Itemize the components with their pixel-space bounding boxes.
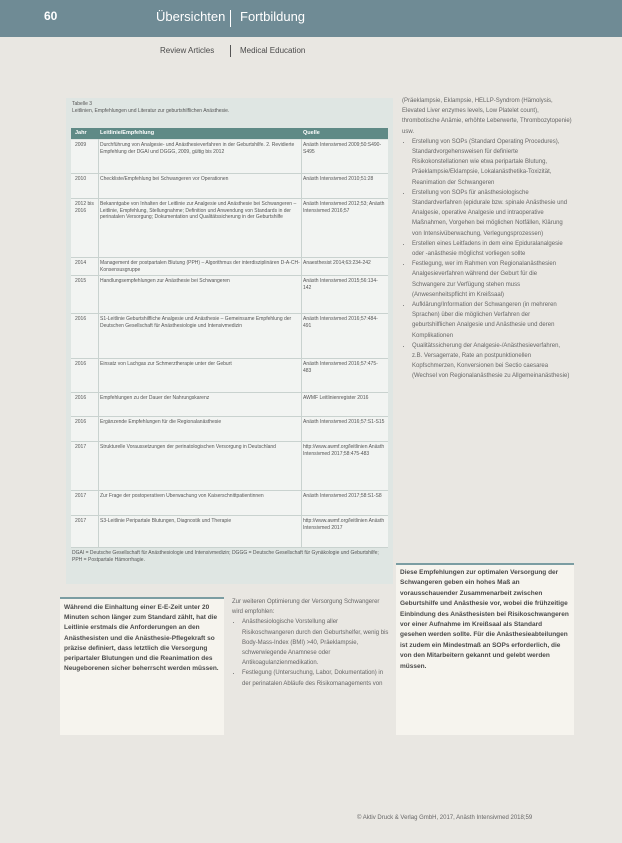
cell-guideline: Einsatz von Lachgas zur Schmerztherapie unter der Geburt (100, 361, 232, 367)
list-item: • Festlegung (Untersuchung, Labor, Dokumentation) in der perinatalen Abläufe des Risikomanagements von (242, 668, 390, 688)
cell-source: http://www.awmf.org/leitlinien Anästh Intensivmed 2017 (303, 518, 385, 531)
page-header (0, 0, 622, 37)
cell-source: http://www.awmf.org/leitlinien Anästh Intensivmed 2017;58:475-483 (303, 444, 385, 457)
column-divider (301, 139, 302, 547)
cell-guideline: Zur Frage der postoperativen Überwachung von Kaiserschnittpatientinnen (100, 493, 264, 499)
cell-year: 2016 (75, 395, 87, 401)
list-item: • Qualitätssicherung der Analgesie-/Anästhesieverfahren, z.B. Versagerrate, Rate an postpunktionellen Kopfschmerzen, Konversionen bei Sectio caesarea (Wechsel von Regionalanästhesie zu Allgemeinanästhesie) (412, 341, 572, 382)
recommendation-list (402, 137, 572, 382)
cell-guideline: Strukturelle Voraussetzungen der perinatologischen Versorgung in Deutschland (100, 444, 276, 450)
cell-guideline: S3-Leitlinie Peripartale Blutungen, Diagnostik und Therapie (100, 518, 232, 524)
cell-source: Anästh Intensivmed 2009;50:S490-S495 (303, 142, 382, 155)
table-header-row (71, 128, 388, 139)
cell-source: Anästh Intensivmed 2017;58:S1-S8 (303, 493, 382, 499)
table-row (71, 516, 388, 548)
summary-box-left-text: Während die Einhaltung einer E-E-Zeit unter 20 Minuten schon länger zum Standard zählt, hat die Leitlinie erstmals die Anforderungen an den Anästhesisten und die Anästhesie-Pflegekraft so präzise definiert, dass letztlich die Versorgung peripartaler Blutungen und die Reanimation des Neugeborenen sicher beherrscht werden müssen. (64, 604, 219, 673)
cell-year: 2012 bis 2016 (75, 201, 94, 214)
cell-source: AWMF Leitlinienregister 2016 (303, 395, 369, 401)
cell-year: 2010 (75, 176, 87, 182)
summary-box-right-text: Diese Empfehlungen zur optimalen Versorgung der Schwangeren geben ein hohes Maß an vorausschauender Zusammenarbeit zwischen Geburtshilfe und Anästhesie vor, wobei die frühzeitige Einbindung des Anästhesisten bei Risikoschwangeren vor einer Aufnahme im Kreißsaal als Standard gesehen werden sollte. Für die Anästhesieabteilungen ist zudem ein Mindestmaß an SOPs erforderlich, die von den Mitarbeitern gekannt und gelebt werden müssen. (400, 569, 569, 670)
section-title-left: Übersichten (156, 9, 226, 24)
page-number: 60 (44, 9, 58, 23)
column-header-source: Quelle (303, 130, 320, 136)
table-row (71, 199, 388, 258)
table-caption (72, 101, 387, 115)
table-row (71, 359, 388, 393)
list-item: • Erstellung von SOPs für anästhesiologische Standardverfahren (epidurale bzw. spinale Anästhesie und Analgesie, operative Analgesie und intraoperative Maßnahmen, Vorgehen bei möglichen Notfällen, Klärung von Intensivüberwachung, Verlegungsprozessen) (412, 188, 572, 239)
cell-guideline: Management der postpartalen Blutung (PPH) – Algorithmus der interdisziplinären D-A-CH-Konsensusgruppe (100, 260, 300, 273)
cell-source: Anästh Intensivmed 2016;57:S1-S15 (303, 419, 385, 425)
cell-guideline: Handlungsempfehlungen zur Anästhesie bei Schwangeren (100, 278, 230, 284)
cell-year: 2016 (75, 361, 87, 367)
list-item: • Festlegung, wer im Rahmen von Regionalanästhesien Analgesieverfahren während der Geburt für die Schwangere zur Verfügung stehen muss (Anwesenheitspflicht im Kreißsaal) (412, 259, 572, 300)
table-title: Leitlinien, Empfehlungen und Literatur zur geburtshilflichen Anästhesie. (72, 108, 230, 114)
table-row (71, 258, 388, 276)
cell-source: Anästh Intensivmed 2015;56:134-142 (303, 278, 378, 291)
cell-year: 2016 (75, 419, 87, 425)
list-item: • Aufklärung/Information der Schwangeren (in mehreren Sprachen) über die möglichen Verfahren der geburtshilflichen Analgesie und Anästhesie und deren Komplikationen (412, 300, 572, 341)
section-subtitle-right: Medical Education (240, 46, 306, 55)
right-column-text (402, 96, 572, 382)
table-row (71, 417, 388, 442)
cell-year: 2014 (75, 260, 87, 266)
table-row (71, 393, 388, 417)
table-number: Tabelle 3 (72, 101, 93, 107)
recommendation-list (232, 617, 390, 688)
cell-guideline: Durchführung von Analgesie- und Anästhesieverfahren in der Geburtshilfe. 2. Revidierte Empfehlung der DGAI und DGGG, 2009, gültig bis 2012 (100, 142, 295, 155)
column-divider (98, 139, 99, 547)
cell-guideline: Empfehlungen zu der Dauer der Nahrungskarenz (100, 395, 210, 401)
middle-column-text (232, 597, 390, 689)
list-item: • Anästhesiologische Vorstellung aller Risikoschwangeren durch den Geburtshelfer, wenig bis Body-Mass-Index (BMI) >40, Präeklampsie, schwerwiegende Anamnese oder Antikoagulanzienmedikation. (242, 617, 390, 668)
table-footnote: DGAI = Deutsche Gesellschaft für Anästhesiologie und Intensivmedizin; DGGG = Deutsche Gesellschaft für Gynäkologie und Geburtshilfe; PPH = Postpartale Hämorrhagie. (72, 550, 379, 563)
cell-source: Anästh Intensivmed 2016;57:484-491 (303, 316, 378, 329)
section-title-right: Fortbildung (240, 9, 306, 24)
cell-year: 2016 (75, 316, 87, 322)
cell-source: Anaesthesist 2014;63:234-242 (303, 260, 371, 266)
column-header-guideline: Leitlinie/Empfehlung (100, 130, 155, 136)
column-header-year: Jahr (75, 130, 87, 136)
cell-year: 2009 (75, 142, 87, 148)
cell-year: 2015 (75, 278, 87, 284)
paragraph: (Präeklampsie, Eklampsie, HELLP-Syndrom (Hämolysis, Elevated Liver enzymes levels, Low Platelet count), thrombotische Anämie, erhöhte Leberwerte, Thrombozytopenie) usw. (402, 98, 572, 135)
list-item: • Erstellung von SOPs (Standard Operating Procedures), Standardvorgehensweisen für definierte Risikokonstellationen wie etwa peripartale Blutung, Präeklampsie/Eklampsie, Lokalanästhetika-Toxizität, Reanimation der Schwangeren (412, 137, 572, 188)
table-row (71, 314, 388, 359)
cell-guideline: Bekanntgabe von Inhalten der Leitlinie zur Analgesie und Anästhesie bei Schwangeren – Leitlinie, Empfehlung, Stellungnahme; Definition und Anwendung von Standards in der perinatalen Versorgung; Dokumentation und Qualitätssicherung in der Geburtshilfe (100, 201, 297, 221)
cell-source: Anästh Intensivmed 2012;53; Anästh Intensivmed 2016;57 (303, 201, 385, 214)
table-row (71, 174, 388, 199)
cell-guideline: Ergänzende Empfehlungen für die Regionalanästhesie (100, 419, 222, 425)
subtitle-divider (230, 45, 231, 57)
table-row (71, 140, 388, 174)
table-row (71, 276, 388, 314)
cell-source: Anästh Intensivmed 2016;57:475-483 (303, 361, 378, 374)
section-subtitle-left: Review Articles (160, 46, 215, 55)
copyright-notice: © Aktiv Druck & Verlag GmbH, 2017, Anästh Intensivmed 2018;59 (357, 815, 533, 821)
list-item: • Erstellen eines Leitfadens in dem eine Epiduralanalgesie oder -anästhesie möglichst vorliegen sollte (412, 239, 572, 259)
cell-year: 2017 (75, 518, 87, 524)
paragraph: Zur weiteren Optimierung der Versorgung Schwangerer wird empfohlen: (232, 599, 380, 616)
table-row (71, 491, 388, 516)
cell-year: 2017 (75, 493, 87, 499)
table-row (71, 442, 388, 491)
cell-guideline: Checkliste/Empfehlung bei Schwangeren vor Operationen (100, 176, 229, 182)
header-divider (230, 10, 231, 27)
cell-year: 2017 (75, 444, 87, 450)
cell-source: Anästh Intensivmed 2010;51:28 (303, 176, 374, 182)
cell-guideline: S1-Leitlinie Geburtshilfliche Analgesie und Anästhesie – Gemeinsame Empfehlung der Deutschen Gesellschaft für Anästhesiologie und Intensivmedizin (100, 316, 292, 329)
